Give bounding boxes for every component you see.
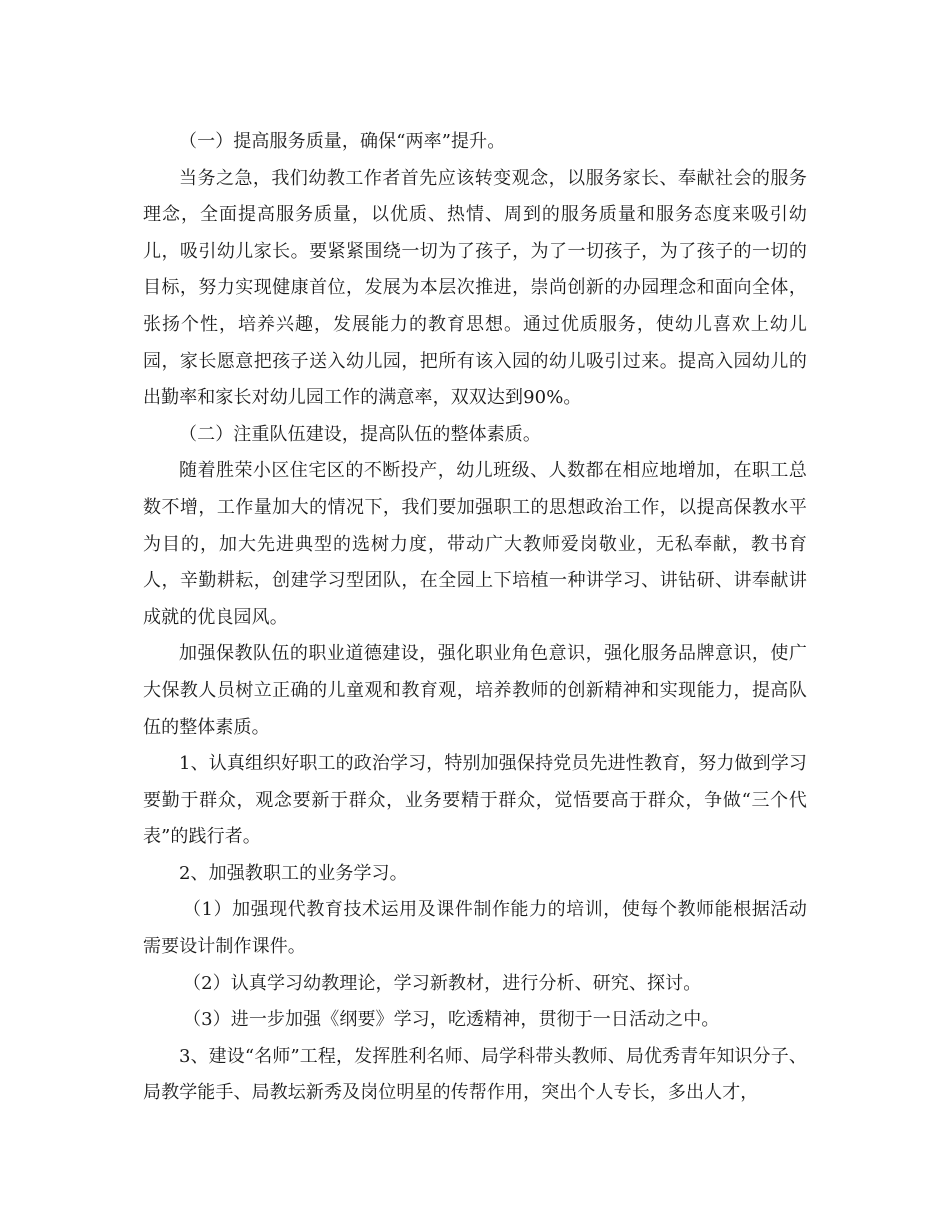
body-paragraph: 加强保教队伍的职业道德建设，强化职业角色意识，强化服务品牌意识，使广大保教人员树立正确的儿童观和教育观，培养教师的创新精神和实现能力，提高队伍的整体素质。 <box>143 643 807 738</box>
document-page <box>143 124 807 1112</box>
body-paragraph: 随着胜荣小区住宅区的不断投产，幼儿班级、人数都在相应地增加，在职工总数不增，工作量加大的情况下，我们要加强职工的思想政治工作，以提高保教水平为目的，加大先进典型的选树力度，带动广大教师爱岗敬业，无私奉献，教书育人，辛勤耕耘，创建学习型团队，在全园上下培植一种讲学习、讲钻研、讲奉献讲成就的优良园风。 <box>143 460 807 628</box>
section-heading-1: （一）提高服务质量，确保“两率”提升。 <box>179 131 506 152</box>
sub-list-item: （3）进一步加强《纲要》学习，吃透精神，贯彻于一日活动之中。 <box>183 1009 720 1031</box>
sub-list-item: （1）加强现代教育技术运用及课件制作能力的培训，使每个教师能根据活动需要设计制作课件。 <box>143 899 807 958</box>
section-heading-2: （二）注重队伍建设，提高队伍的整体素质。 <box>179 423 541 445</box>
list-item: 1、认真组织好职工的政治学习，特别加强保持党员先进性教育，努力做到学习要勤于群众，观念要新于群众，业务要精于群众，觉悟要高于群众，争做“三个代表”的践行者。 <box>143 753 807 848</box>
sub-list-item: （2）认真学习幼教理论，学习新教材，进行分析、研究、探讨。 <box>183 972 702 994</box>
list-item: 2、加强教职工的业务学习。 <box>179 862 408 884</box>
body-paragraph: 当务之急，我们幼教工作者首先应该转变观念，以服务家长、奉献社会的服务理念，全面提高服务质量，以优质、热情、周到的服务质量和服务态度来吸引幼儿，吸引幼儿家长。要紧紧围绕一切为了孩子，为了一切孩子，为了孩子的一切的目标，努力实现健康首位，发展为本层次推进，崇尚创新的办园理念和面向全体，张扬个性，培养兴趣，发展能力的教育思想。通过优质服务，使幼儿喜欢上幼儿园，家长愿意把孩子送入幼儿园，把所有该入园的幼儿吸引过来。提高入园幼儿的出勤率和家长对幼儿园工作的满意率，双双达到90%。 <box>143 167 807 409</box>
list-item: 3、建设“名师”工程，发挥胜利名师、局学科带头教师、局优秀青年知识分子、局教学能手、局教坛新秀及岗位明星的传帮作用，突出个人专长，多出人才， <box>143 1045 807 1104</box>
